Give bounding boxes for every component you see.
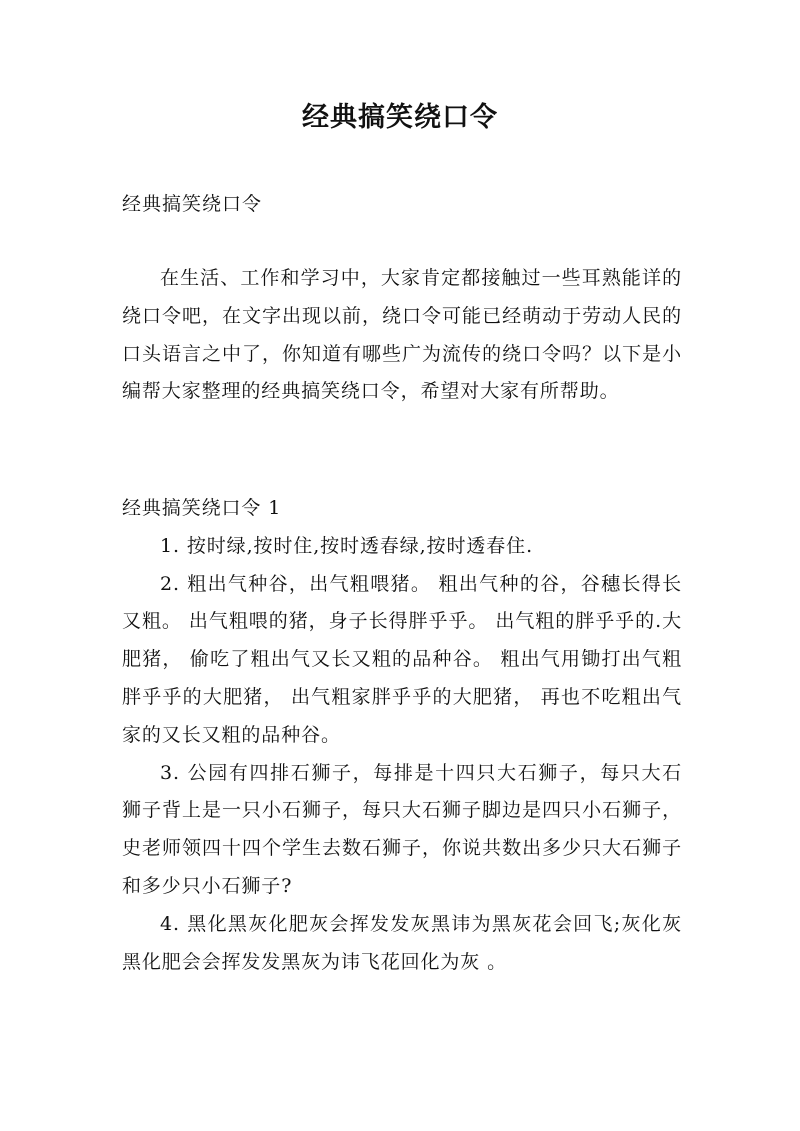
intro-paragraph: 在生活、工作和学习中，大家肯定都接触过一些耳熟能详的绕口令吧，在文字出现以前，绕口令可能已经萌动于劳动人民的口头语言之中了，你知道有哪些广为流传的绕口令吗？以下是小编帮大家整理的经典搞笑绕口令，希望对大家有所帮助。	[122, 267, 682, 403]
document-title: 经典搞笑绕口令	[302, 102, 498, 133]
document-subtitle: 经典搞笑绕口令	[122, 193, 263, 215]
list-item: 2. 粗出气种谷，出气粗喂猪。 粗出气种的谷，谷穗长得长又粗。 出气粗喂的猪，身子长得胖乎乎。 出气粗的胖乎乎的.大肥猪， 偷吃了粗出气又长又粗的品种谷。 粗出气用锄打出气粗胖乎乎的大肥猪， 出气粗家胖乎乎的大肥猪， 再也不吃粗出气家的又长又粗的品种谷。	[122, 572, 682, 746]
section-heading: 经典搞笑绕口令 1	[122, 497, 282, 519]
list-item: 3. 公园有四排石狮子，每排是十四只大石狮子，每只大石狮子背上是一只小石狮子，每只大石狮子脚边是四只小石狮子，史老师领四十四个学生去数石狮子，你说共数出多少只大石狮子和多少只小石狮子?	[122, 761, 682, 897]
intro-block	[122, 260, 682, 411]
section-block	[122, 490, 682, 981]
list-item: 4. 黑化黑灰化肥灰会挥发发灰黑讳为黑灰花会回飞;灰化灰黑化肥会会挥发发黑灰为讳飞花回化为灰 。	[122, 912, 682, 973]
list-item: 1. 按时绿,按时住,按时透春绿,按时透春住.	[160, 534, 534, 557]
